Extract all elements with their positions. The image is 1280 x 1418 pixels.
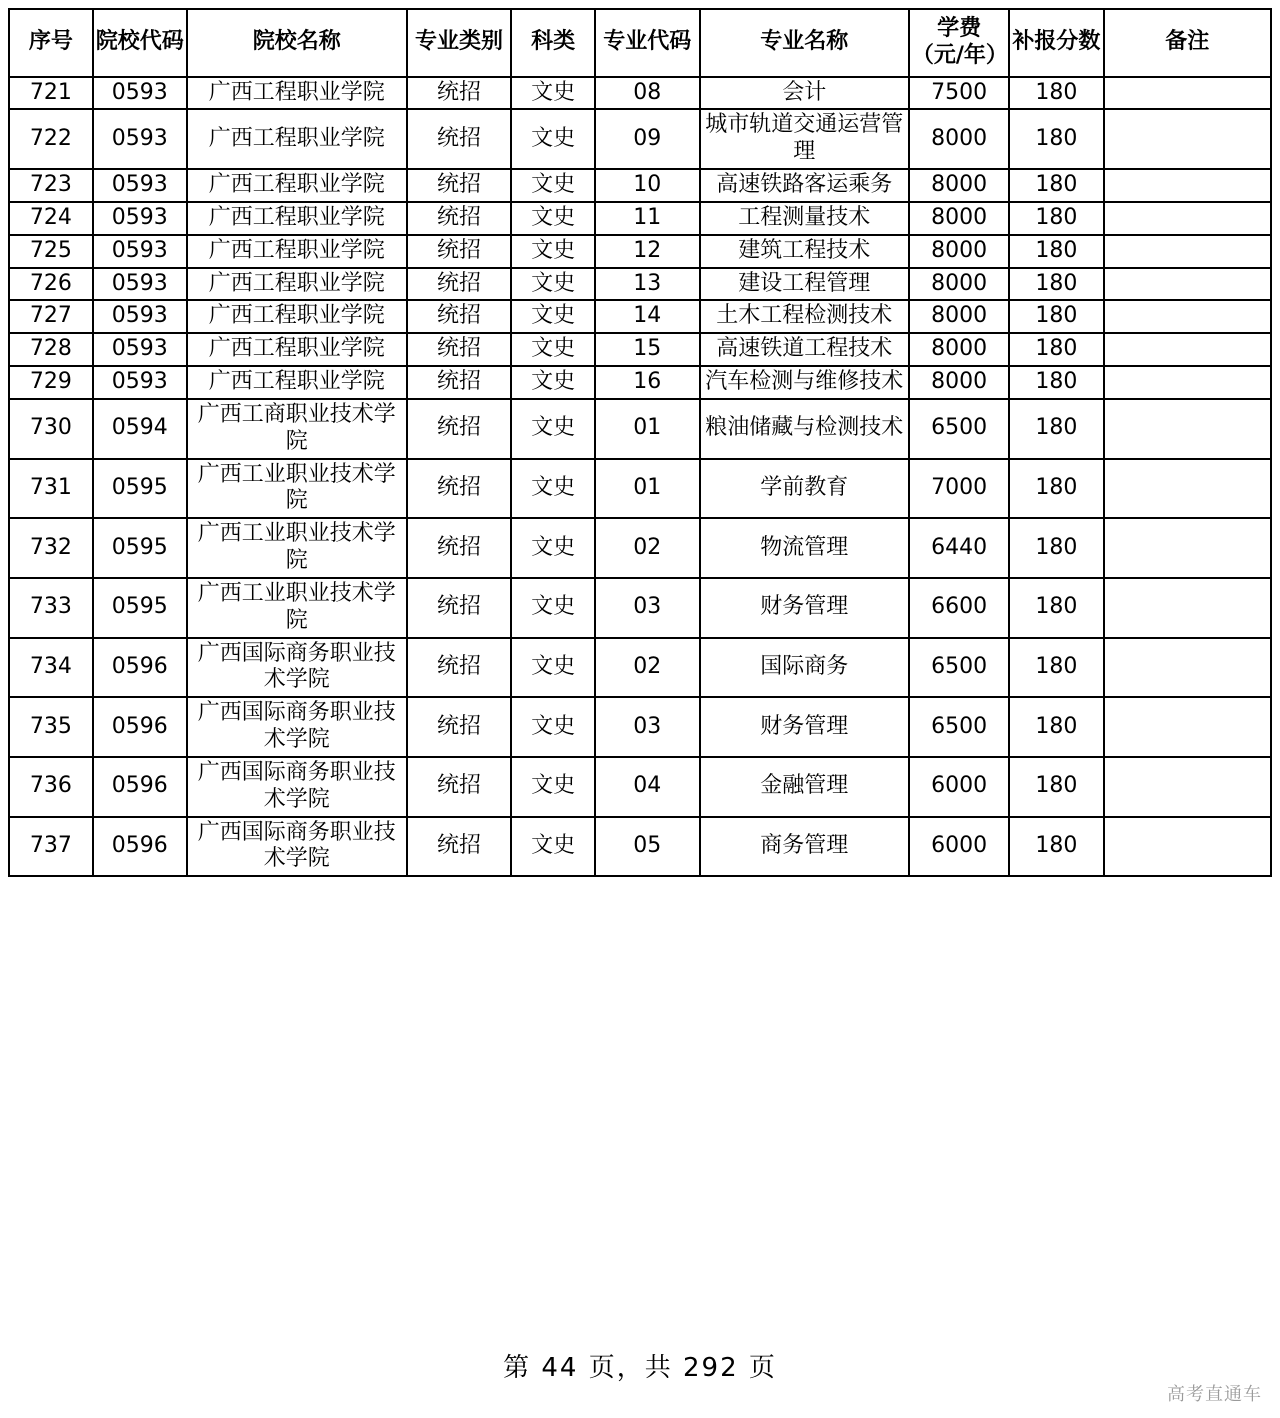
cell-subject: 文史: [511, 757, 595, 817]
cell-major-code: 02: [595, 518, 700, 578]
cell-score: 180: [1009, 235, 1103, 268]
cell-school-name: 广西工业职业技术学院: [187, 459, 407, 519]
cell-seq: 731: [9, 459, 93, 519]
table-row: [9, 638, 1271, 698]
cell-school-code: 0593: [93, 333, 187, 366]
cell-seq: 727: [9, 300, 93, 333]
cell-subject: 文史: [511, 235, 595, 268]
table-row: [9, 817, 1271, 877]
cell-school-code: 0596: [93, 638, 187, 698]
cell-school-code: 0593: [93, 202, 187, 235]
cell-major-type: 统招: [407, 459, 512, 519]
cell-remark: [1104, 300, 1271, 333]
table-header-row: [9, 9, 1271, 77]
cell-major-code: 10: [595, 169, 700, 202]
cell-major-code: 03: [595, 578, 700, 638]
cell-school-name: 广西工程职业学院: [187, 235, 407, 268]
cell-major-name: 国际商务: [700, 638, 909, 698]
cell-major-code: 16: [595, 366, 700, 399]
cell-score: 180: [1009, 638, 1103, 698]
admission-table: [8, 8, 1272, 877]
cell-score: 180: [1009, 697, 1103, 757]
cell-subject: 文史: [511, 366, 595, 399]
cell-school-code: 0594: [93, 399, 187, 459]
cell-major-code: 11: [595, 202, 700, 235]
cell-school-code: 0595: [93, 578, 187, 638]
cell-seq: 733: [9, 578, 93, 638]
cell-subject: 文史: [511, 638, 595, 698]
cell-subject: 文史: [511, 518, 595, 578]
cell-school-name: 广西国际商务职业技术学院: [187, 638, 407, 698]
table-row: [9, 77, 1271, 110]
column-header-score: 补报分数: [1009, 9, 1103, 77]
column-header-remark: 备注: [1104, 9, 1271, 77]
cell-major-code: 02: [595, 638, 700, 698]
cell-major-name: 城市轨道交通运营管理: [700, 109, 909, 169]
cell-fee: 8000: [909, 202, 1009, 235]
column-header-major-code: 专业代码: [595, 9, 700, 77]
cell-fee: 6000: [909, 757, 1009, 817]
column-header-seq: 序号: [9, 9, 93, 77]
cell-school-name: 广西国际商务职业技术学院: [187, 697, 407, 757]
cell-remark: [1104, 169, 1271, 202]
cell-school-name: 广西工程职业学院: [187, 77, 407, 110]
cell-major-type: 统招: [407, 578, 512, 638]
column-header-major-type: 专业类别: [407, 9, 512, 77]
cell-score: 180: [1009, 202, 1103, 235]
cell-school-name: 广西工程职业学院: [187, 169, 407, 202]
cell-remark: [1104, 333, 1271, 366]
cell-fee: 8000: [909, 268, 1009, 301]
cell-school-code: 0593: [93, 366, 187, 399]
column-header-subject: 科类: [511, 9, 595, 77]
table-row: [9, 235, 1271, 268]
cell-score: 180: [1009, 578, 1103, 638]
cell-seq: 725: [9, 235, 93, 268]
cell-major-type: 统招: [407, 518, 512, 578]
cell-subject: 文史: [511, 77, 595, 110]
table-row: [9, 169, 1271, 202]
cell-major-type: 统招: [407, 169, 512, 202]
table-row: [9, 459, 1271, 519]
cell-seq: 723: [9, 169, 93, 202]
table-row: [9, 518, 1271, 578]
table-body: [9, 77, 1271, 877]
cell-subject: 文史: [511, 202, 595, 235]
cell-major-code: 04: [595, 757, 700, 817]
cell-major-name: 学前教育: [700, 459, 909, 519]
table-row: [9, 109, 1271, 169]
cell-major-code: 14: [595, 300, 700, 333]
cell-seq: 734: [9, 638, 93, 698]
cell-school-name: 广西工业职业技术学院: [187, 578, 407, 638]
table-header: [9, 9, 1271, 77]
cell-major-type: 统招: [407, 817, 512, 877]
cell-subject: 文史: [511, 169, 595, 202]
cell-fee: 8000: [909, 235, 1009, 268]
cell-school-code: 0593: [93, 109, 187, 169]
cell-major-name: 建筑工程技术: [700, 235, 909, 268]
cell-major-name: 高速铁道工程技术: [700, 333, 909, 366]
cell-school-code: 0593: [93, 268, 187, 301]
column-header-school-code: 院校代码: [93, 9, 187, 77]
cell-school-code: 0596: [93, 697, 187, 757]
cell-major-name: 物流管理: [700, 518, 909, 578]
cell-school-code: 0596: [93, 757, 187, 817]
cell-remark: [1104, 399, 1271, 459]
cell-school-name: 广西国际商务职业技术学院: [187, 817, 407, 877]
cell-fee: 8000: [909, 109, 1009, 169]
cell-major-code: 09: [595, 109, 700, 169]
cell-score: 180: [1009, 459, 1103, 519]
cell-remark: [1104, 697, 1271, 757]
cell-fee: 6500: [909, 697, 1009, 757]
cell-fee: 6440: [909, 518, 1009, 578]
cell-subject: 文史: [511, 268, 595, 301]
cell-major-code: 12: [595, 235, 700, 268]
cell-fee: 8000: [909, 333, 1009, 366]
cell-school-code: 0593: [93, 169, 187, 202]
cell-major-type: 统招: [407, 268, 512, 301]
cell-school-name: 广西工业职业技术学院: [187, 518, 407, 578]
cell-school-code: 0593: [93, 300, 187, 333]
cell-school-name: 广西国际商务职业技术学院: [187, 757, 407, 817]
cell-seq: 721: [9, 77, 93, 110]
cell-school-name: 广西工商职业技术学院: [187, 399, 407, 459]
cell-major-name: 汽车检测与维修技术: [700, 366, 909, 399]
cell-fee: 6500: [909, 638, 1009, 698]
watermark: 高考直通车: [1167, 1384, 1262, 1405]
cell-major-code: 15: [595, 333, 700, 366]
cell-subject: 文史: [511, 333, 595, 366]
cell-score: 180: [1009, 817, 1103, 877]
cell-seq: 729: [9, 366, 93, 399]
table-row: [9, 300, 1271, 333]
cell-seq: 735: [9, 697, 93, 757]
cell-score: 180: [1009, 333, 1103, 366]
cell-school-name: 广西工程职业学院: [187, 109, 407, 169]
cell-subject: 文史: [511, 459, 595, 519]
cell-major-name: 高速铁路客运乘务: [700, 169, 909, 202]
cell-remark: [1104, 757, 1271, 817]
table-row: [9, 757, 1271, 817]
cell-score: 180: [1009, 77, 1103, 110]
table-row: [9, 333, 1271, 366]
cell-fee: 6600: [909, 578, 1009, 638]
cell-major-name: 金融管理: [700, 757, 909, 817]
cell-seq: 730: [9, 399, 93, 459]
table-row: [9, 366, 1271, 399]
cell-seq: 737: [9, 817, 93, 877]
cell-school-code: 0595: [93, 518, 187, 578]
cell-major-type: 统招: [407, 77, 512, 110]
cell-remark: [1104, 202, 1271, 235]
cell-remark: [1104, 518, 1271, 578]
cell-school-code: 0593: [93, 77, 187, 110]
cell-major-type: 统招: [407, 697, 512, 757]
cell-remark: [1104, 817, 1271, 877]
cell-major-code: 01: [595, 459, 700, 519]
table-row: [9, 399, 1271, 459]
cell-school-name: 广西工程职业学院: [187, 300, 407, 333]
cell-subject: 文史: [511, 578, 595, 638]
cell-major-code: 13: [595, 268, 700, 301]
cell-major-type: 统招: [407, 235, 512, 268]
cell-major-type: 统招: [407, 202, 512, 235]
cell-seq: 724: [9, 202, 93, 235]
cell-major-name: 商务管理: [700, 817, 909, 877]
page-number: 第 44 页，共 292 页: [503, 1353, 777, 1383]
cell-school-code: 0595: [93, 459, 187, 519]
cell-score: 180: [1009, 399, 1103, 459]
cell-seq: 736: [9, 757, 93, 817]
cell-remark: [1104, 109, 1271, 169]
cell-score: 180: [1009, 300, 1103, 333]
cell-major-code: 08: [595, 77, 700, 110]
cell-major-type: 统招: [407, 399, 512, 459]
cell-remark: [1104, 235, 1271, 268]
cell-major-type: 统招: [407, 366, 512, 399]
cell-school-code: 0593: [93, 235, 187, 268]
table-row: [9, 202, 1271, 235]
cell-fee: 7000: [909, 459, 1009, 519]
cell-score: 180: [1009, 268, 1103, 301]
cell-remark: [1104, 268, 1271, 301]
cell-seq: 722: [9, 109, 93, 169]
cell-seq: 728: [9, 333, 93, 366]
cell-major-type: 统招: [407, 300, 512, 333]
cell-major-type: 统招: [407, 333, 512, 366]
cell-remark: [1104, 77, 1271, 110]
column-header-major-name: 专业名称: [700, 9, 909, 77]
cell-major-name: 建设工程管理: [700, 268, 909, 301]
document-page: [0, 8, 1280, 1418]
cell-major-code: 05: [595, 817, 700, 877]
cell-score: 180: [1009, 757, 1103, 817]
cell-fee: 6500: [909, 399, 1009, 459]
cell-major-type: 统招: [407, 757, 512, 817]
cell-subject: 文史: [511, 300, 595, 333]
table-row: [9, 697, 1271, 757]
cell-school-name: 广西工程职业学院: [187, 268, 407, 301]
cell-fee: 8000: [909, 300, 1009, 333]
cell-subject: 文史: [511, 817, 595, 877]
cell-remark: [1104, 638, 1271, 698]
cell-seq: 732: [9, 518, 93, 578]
cell-major-name: 粮油储藏与检测技术: [700, 399, 909, 459]
cell-subject: 文史: [511, 109, 595, 169]
cell-major-name: 工程测量技术: [700, 202, 909, 235]
cell-subject: 文史: [511, 697, 595, 757]
cell-fee: 8000: [909, 366, 1009, 399]
cell-school-name: 广西工程职业学院: [187, 366, 407, 399]
cell-remark: [1104, 459, 1271, 519]
cell-major-name: 土木工程检测技术: [700, 300, 909, 333]
cell-school-code: 0596: [93, 817, 187, 877]
cell-major-name: 会计: [700, 77, 909, 110]
cell-seq: 726: [9, 268, 93, 301]
cell-school-name: 广西工程职业学院: [187, 333, 407, 366]
cell-major-type: 统招: [407, 638, 512, 698]
cell-remark: [1104, 366, 1271, 399]
cell-score: 180: [1009, 169, 1103, 202]
cell-score: 180: [1009, 109, 1103, 169]
cell-fee: 6000: [909, 817, 1009, 877]
column-header-school-name: 院校名称: [187, 9, 407, 77]
cell-fee: 7500: [909, 77, 1009, 110]
cell-major-code: 01: [595, 399, 700, 459]
cell-score: 180: [1009, 518, 1103, 578]
cell-remark: [1104, 578, 1271, 638]
cell-subject: 文史: [511, 399, 595, 459]
table-row: [9, 578, 1271, 638]
cell-major-type: 统招: [407, 109, 512, 169]
cell-school-name: 广西工程职业学院: [187, 202, 407, 235]
cell-major-code: 03: [595, 697, 700, 757]
cell-fee: 8000: [909, 169, 1009, 202]
column-header-fee: 学费（元/年）: [909, 9, 1009, 77]
cell-score: 180: [1009, 366, 1103, 399]
cell-major-name: 财务管理: [700, 697, 909, 757]
table-row: [9, 268, 1271, 301]
cell-major-name: 财务管理: [700, 578, 909, 638]
